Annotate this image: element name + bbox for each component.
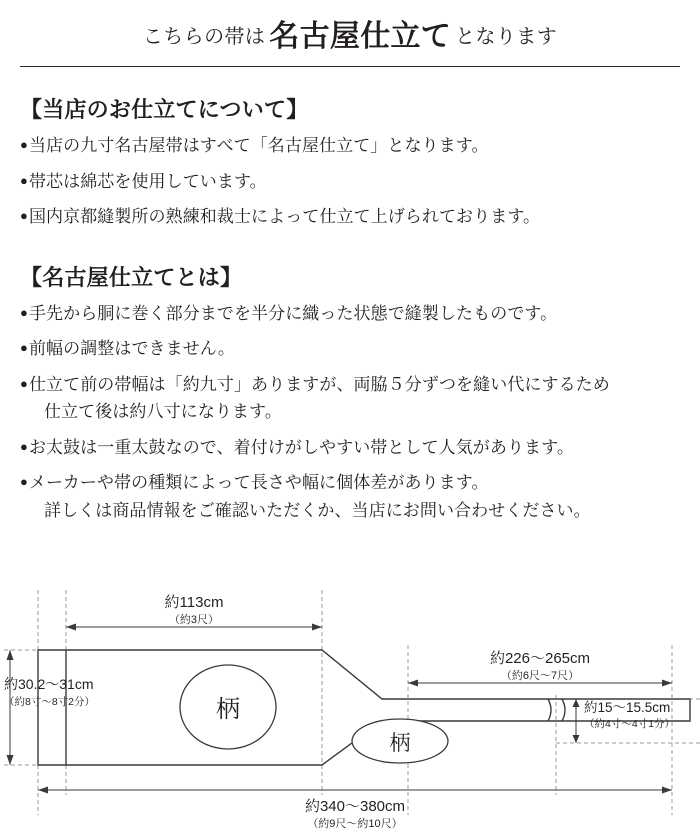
dimension-right-length-main: 約226〜265cm xyxy=(489,650,591,667)
header-title-line xyxy=(143,22,557,52)
bullet-icon: ● xyxy=(20,474,28,490)
list-item-text: 手先から胴に巻く部分までを半分に織った状態で縫製したものです。 xyxy=(28,303,558,323)
list-item xyxy=(20,335,680,363)
bullet-icon: ● xyxy=(20,438,28,454)
pattern-label-small: 柄 xyxy=(389,732,411,755)
section-list-shop-tailoring xyxy=(20,132,680,231)
pattern-area-large xyxy=(180,665,276,749)
list-item-text: 帯芯は綿芯を使用しています。 xyxy=(28,171,267,191)
dimension-left-width xyxy=(4,650,95,765)
list-item-text: メーカーや帯の種類によって長さや幅に個体差があります。 xyxy=(28,473,489,493)
header-suffix: となります xyxy=(455,26,558,48)
section-list-nagoya-definition xyxy=(20,300,680,525)
list-item-text: 仕立て前の帯幅は「約九寸」ありますが、両脇５分ずつを縫い代にするため xyxy=(28,374,610,394)
list-item xyxy=(20,203,680,231)
dimension-top-length-sub: （約3尺） xyxy=(168,614,220,626)
bullet-icon: ● xyxy=(20,172,28,188)
bullet-icon: ● xyxy=(20,340,28,356)
pattern-area-small xyxy=(352,719,448,763)
obi-dimension-diagram xyxy=(0,565,700,840)
dimension-right-width-sub: （約4寸〜4寸1分） xyxy=(584,718,676,730)
page-header xyxy=(0,0,700,67)
list-item-subtext: 仕立て後は約八寸になります。 xyxy=(44,402,282,422)
section-title-shop-tailoring: 【当店のお仕立てについて】 xyxy=(20,97,309,122)
list-item-text: 当店の九寸名古屋帯はすべて「名古屋仕立て」となります。 xyxy=(28,136,489,155)
dimension-total-length-main: 約340〜380cm xyxy=(304,798,406,815)
list-item xyxy=(20,132,680,160)
dimension-left-width-sub: （約8寸〜8寸2分） xyxy=(4,696,96,708)
header-prefix: こちらの帯は xyxy=(142,26,266,48)
content-area xyxy=(0,67,700,524)
list-item-text: 前幅の調整はできません。 xyxy=(28,339,235,359)
dimension-total-length-sub: （約9尺〜約10尺） xyxy=(307,818,403,830)
page-title: 名古屋仕立て xyxy=(269,20,452,53)
dimension-right-width-main: 約15〜15.5cm xyxy=(584,700,671,715)
list-item-text: お太鼓は一重太鼓なので、着付けがしやすい帯として人気があります。 xyxy=(28,437,574,457)
list-item xyxy=(20,168,680,196)
dimension-left-width-main: 約30.2〜31cm xyxy=(4,676,94,692)
dimension-top-length-main: 約113cm xyxy=(164,594,224,611)
bullet-icon: ● xyxy=(20,137,28,152)
bullet-icon: ● xyxy=(20,375,28,391)
dimension-right-length xyxy=(408,650,672,687)
dimension-total-length xyxy=(38,787,672,831)
list-item xyxy=(20,300,680,328)
bullet-icon: ● xyxy=(20,304,28,320)
dimension-top-length xyxy=(66,594,322,631)
pattern-label-large: 柄 xyxy=(216,696,240,723)
list-item xyxy=(20,434,680,462)
dimension-right-width xyxy=(573,699,676,743)
bullet-icon: ● xyxy=(20,208,28,224)
list-item-subtext: 詳しくは商品情報をご確認いただくか、当店にお問い合わせください。 xyxy=(44,500,591,520)
list-item xyxy=(20,469,680,524)
section-title-nagoya-definition: 【名古屋仕立てとは】 xyxy=(20,264,243,290)
diagram-svg xyxy=(0,565,700,840)
list-item xyxy=(20,371,680,426)
dimension-right-length-sub: （約6尺〜7尺） xyxy=(500,670,580,682)
list-item-text: 国内京都縫製所の熟練和裁士によって仕立て上げられております。 xyxy=(28,207,541,227)
